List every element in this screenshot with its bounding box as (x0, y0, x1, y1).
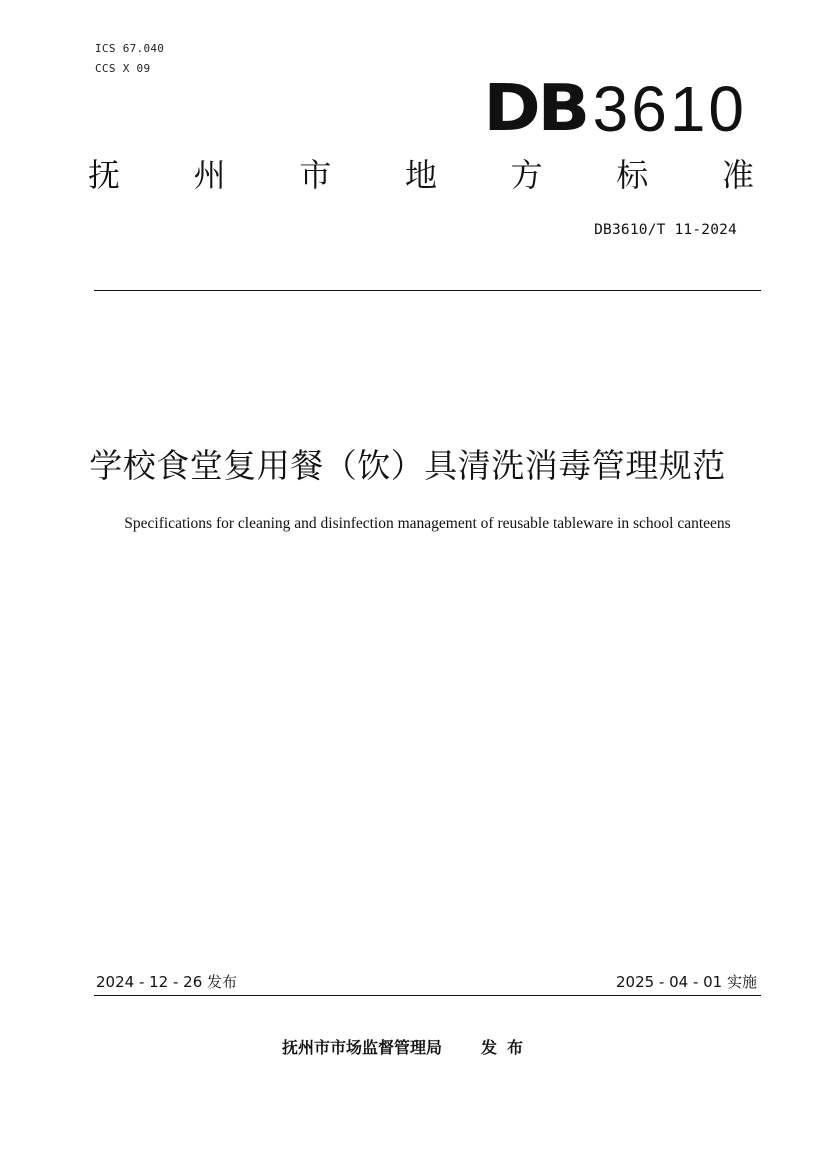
header-divider (94, 290, 761, 291)
issue-date: 2024 - 12 - 26 发布 (96, 973, 238, 991)
issuing-authority: 抚州市市场监督管理局 (281, 1038, 442, 1057)
standard-type-char: 抚 (88, 156, 121, 194)
standard-type-char: 标 (616, 156, 649, 194)
issue-action: 发布 (481, 1038, 534, 1057)
issuer-line (0, 1036, 815, 1060)
standard-type-char: 准 (721, 156, 754, 194)
ics-code: ICS 67.040 (95, 42, 165, 55)
standard-number: DB3610/T 11-2024 (594, 222, 737, 238)
document-title-chinese: 学校食堂复用餐（饮）具清洗消毒管理规范 (89, 446, 726, 485)
standard-type-char: 市 (299, 156, 332, 194)
logo-db-mark: DB (483, 72, 587, 146)
document-title-english: Specifications for cleaning and disinfection management of reusable tableware in school canteens (124, 515, 731, 532)
logo-region-number: 3610 (592, 73, 747, 145)
standard-type-char: 州 (193, 156, 226, 194)
standard-type-char: 地 (404, 156, 437, 194)
implementation-date: 2025 - 04 - 01 实施 (615, 973, 757, 991)
ccs-code: CCS X 09 (95, 62, 151, 75)
standard-type-heading (88, 152, 754, 198)
standard-logo (483, 72, 747, 146)
standard-type-char: 方 (510, 156, 543, 194)
footer-divider (94, 995, 761, 996)
